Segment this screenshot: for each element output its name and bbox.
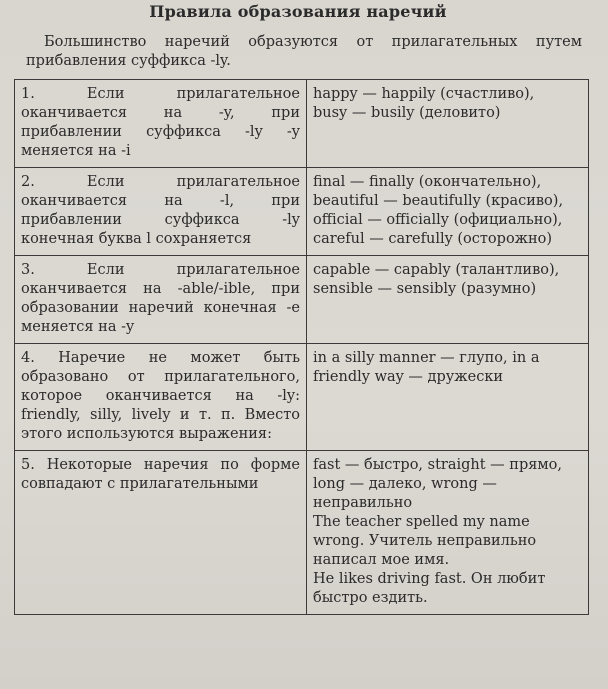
rules-table [14,79,589,615]
table-row [15,344,589,451]
example-text: busy — busily (деловито) [313,105,501,121]
rule-cell: 3. Если прилагательное оканчивается на -able/-ible, при образовании наречий конечная -e меняется на -y [15,256,307,344]
example-cell [307,256,589,344]
example-text: capable — capably (талантливо), sensible — sensibly (разумно) [313,262,560,297]
example-cell [307,168,589,256]
example-text: The teacher spelled my name wrong. Учитель неправильно написал мое имя. [313,514,537,568]
example-cell [307,80,589,168]
table-row [15,256,589,344]
example-text: fast — быстро, straight — прямо, long — далеко, wrong — неправильно [313,457,562,511]
page-title: Правила образования наречий [149,2,447,21]
rule-cell: 2. Если прилагательное оканчивается на -l, при прибавлении суффикса -ly конечная буква l сохраняется [15,168,307,256]
example-cell [307,451,589,615]
rule-cell: 4. Наречие не может быть образовано от прилагательного, которое оканчивается на -ly: friendly, silly, lively и т. п. Вместо этого используются выражения: [15,344,307,451]
example-text: He likes driving fast. Он любит быстро ездить. [313,571,546,606]
table-row [15,451,589,615]
intro-paragraph: Большинство наречий образуются от прилагательных путем прибавления суффикса -ly. [26,34,582,69]
table-row [15,80,589,168]
rule-cell: 1. Если прилагательное оканчивается на -y, при прибавлении суффикса -ly -y меняется на -i [15,80,307,168]
example-text: in a silly manner — глупо, in a friendly way — дружески [313,350,540,385]
example-cell [307,344,589,451]
table-row [15,168,589,256]
example-text: happy — happily (счастливо), [313,86,535,102]
example-text: final — finally (окончательно), beautiful — beautifully (красиво), official — officially (официально), careful — carefully (осторожно) [313,174,564,247]
rule-cell: 5. Некоторые наречия по форме совпадают с прилагательными [15,451,307,615]
